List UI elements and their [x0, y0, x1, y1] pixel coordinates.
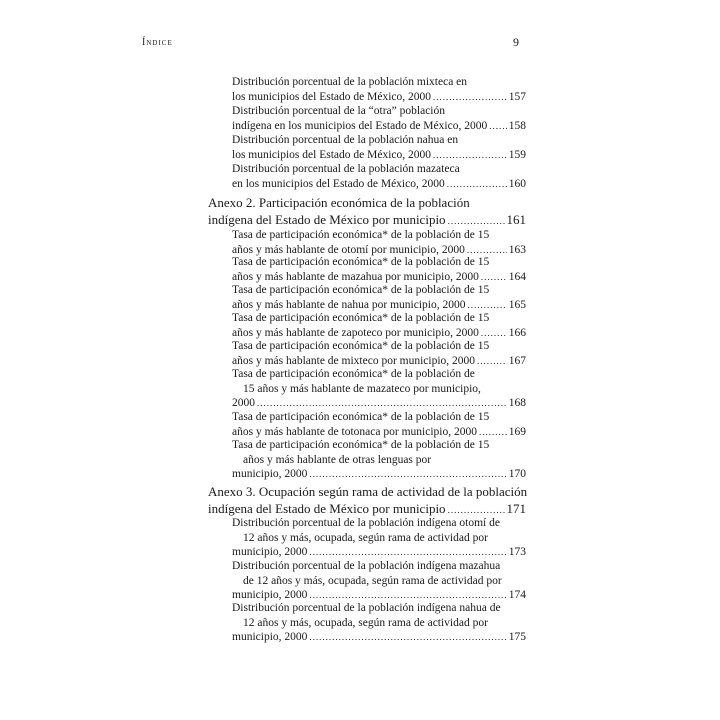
- toc-page-number: 175: [508, 631, 526, 643]
- toc-entry-text: Tasa de participación económica* de la población de 15: [232, 411, 490, 423]
- dot-leader: [309, 630, 506, 645]
- toc-page-number: 159: [508, 148, 526, 161]
- toc-entry-text: indígena del Estado de México por municipio: [208, 500, 446, 516]
- toc-section-heading: [208, 484, 526, 518]
- toc-entry: [232, 228, 526, 257]
- toc-entry-text: años y más hablante de zapoteco por municipio, 2000: [232, 326, 479, 339]
- toc-entry-text: años y más hablante de mazahua por municipio, 2000: [232, 270, 479, 283]
- toc-entry-text: Tasa de participación económica* de la población de: [232, 368, 475, 380]
- toc-entry-text: Distribución porcentual de la población mazateca: [232, 163, 460, 175]
- toc-page-number: 174: [508, 589, 526, 601]
- toc-entry-text: Anexo 2. Participación económica de la población: [208, 195, 470, 210]
- toc-entry-text: Tasa de participación económica* de la población de 15: [232, 256, 490, 268]
- toc-entry-text: 12 años y más, ocupada, según rama de actividad por: [243, 616, 488, 629]
- dot-leader: [448, 213, 505, 230]
- dot-leader: [489, 119, 507, 134]
- toc-entry-text: municipio, 2000: [232, 589, 308, 601]
- toc-entry-text: indígena en los municipios del Estado de México, 2000: [232, 119, 488, 132]
- dot-leader: [479, 425, 507, 440]
- toc-page-number: 168: [508, 397, 526, 409]
- toc-entry-text: de 12 años y más, ocupada, según rama de actividad por: [243, 574, 502, 587]
- toc-section-heading: [208, 195, 526, 229]
- dot-leader: [257, 396, 507, 411]
- toc-page-number: 167: [508, 354, 526, 367]
- page-number: 9: [513, 35, 519, 49]
- toc-entry-text: Distribución porcentual de la población mixteca en: [232, 76, 468, 88]
- toc-entry: [232, 516, 526, 560]
- toc-entry: [232, 133, 526, 162]
- toc-entry-text: municipio, 2000: [232, 468, 308, 480]
- toc-entry-text: Distribución porcentual de la población indígena mazahua: [232, 560, 501, 572]
- toc-page-number: 173: [508, 546, 526, 558]
- toc-entry-text: municipio, 2000: [232, 631, 308, 643]
- toc-entry-text: años y más hablante de mixteco por municipio, 2000: [232, 354, 476, 367]
- running-header-section: Índice: [142, 37, 173, 48]
- toc-page-number: 163: [508, 243, 526, 256]
- toc-entry-text: en los municipios del Estado de México, 2000: [232, 177, 445, 190]
- toc-entry: [232, 339, 526, 368]
- toc-entry: [232, 311, 526, 340]
- dot-leader: [433, 148, 507, 163]
- toc-entry-text: Distribución porcentual de la población indígena otomí de: [232, 517, 500, 529]
- dot-leader: [433, 90, 507, 105]
- toc-page-number: 165: [508, 298, 526, 311]
- dot-leader: [467, 298, 506, 313]
- toc-page-number: 164: [508, 270, 526, 283]
- toc-entry: [232, 438, 526, 482]
- toc-entry-text: Tasa de participación económica* de la población de 15: [232, 229, 490, 241]
- toc-page-number: 157: [508, 90, 526, 103]
- toc-page-number: 169: [508, 425, 526, 438]
- toc-entry-text: Tasa de participación económica* de la población de 15: [232, 284, 490, 296]
- toc-page-number: 170: [508, 468, 526, 480]
- toc-page-number: 171: [506, 500, 526, 516]
- dot-leader: [309, 545, 506, 560]
- toc-entry: [232, 367, 526, 411]
- toc-entry: [232, 162, 526, 191]
- toc-entry-text: indígena del Estado de México por municipio: [208, 211, 446, 227]
- toc-entry-text: Tasa de participación económica* de la población de 15: [232, 312, 490, 324]
- toc-entry-text: Tasa de participación económica* de la población de 15: [232, 439, 490, 451]
- toc-entry: [232, 75, 526, 104]
- toc-entry-text: 2000: [232, 397, 255, 409]
- toc-entry: [232, 255, 526, 284]
- toc-entry-text: Distribución porcentual de la población nahua en: [232, 134, 459, 146]
- toc-entry-text: Anexo 3. Ocupación según rama de actividad de la población: [208, 484, 528, 499]
- toc-entry-text: Distribución porcentual de la población indígena nahua de: [232, 602, 501, 614]
- toc-entry: [232, 601, 526, 645]
- toc-entry-text: Distribución porcentual de la “otra” población: [232, 105, 445, 117]
- toc-page-number: 161: [506, 211, 526, 227]
- toc-page-number: 160: [508, 177, 526, 190]
- toc-entry-text: Tasa de participación económica* de la población de 15: [232, 340, 490, 352]
- dot-leader: [481, 270, 507, 285]
- toc-entry-text: 15 años y más hablante de mazateco por municipio,: [243, 382, 481, 395]
- toc-entry-text: años y más hablante de otomí por municipio, 2000: [232, 243, 465, 256]
- toc-entry: [232, 104, 526, 133]
- toc-entry-text: municipio, 2000: [232, 546, 308, 558]
- dot-leader: [477, 354, 507, 369]
- toc-entry-text: 12 años y más, ocupada, según rama de actividad por: [243, 531, 488, 544]
- toc-entry-text: los municipios del Estado de México, 2000: [232, 90, 431, 103]
- toc-entry-text: años y más hablante de otras lenguas por: [243, 453, 432, 466]
- dot-leader: [309, 467, 506, 482]
- toc-entry: [232, 283, 526, 312]
- dot-leader: [447, 177, 507, 192]
- toc-page-number: 158: [508, 119, 526, 132]
- toc-page-number: 166: [508, 326, 526, 339]
- toc-entry: [232, 559, 526, 603]
- toc-entry-text: los municipios del Estado de México, 2000: [232, 148, 431, 161]
- dot-leader: [481, 326, 507, 341]
- toc-entry-text: años y más hablante de nahua por municipio, 2000: [232, 298, 466, 311]
- toc-entry-text: años y más hablante de totonaca por municipio, 2000: [232, 425, 477, 438]
- toc-entry: [232, 410, 526, 439]
